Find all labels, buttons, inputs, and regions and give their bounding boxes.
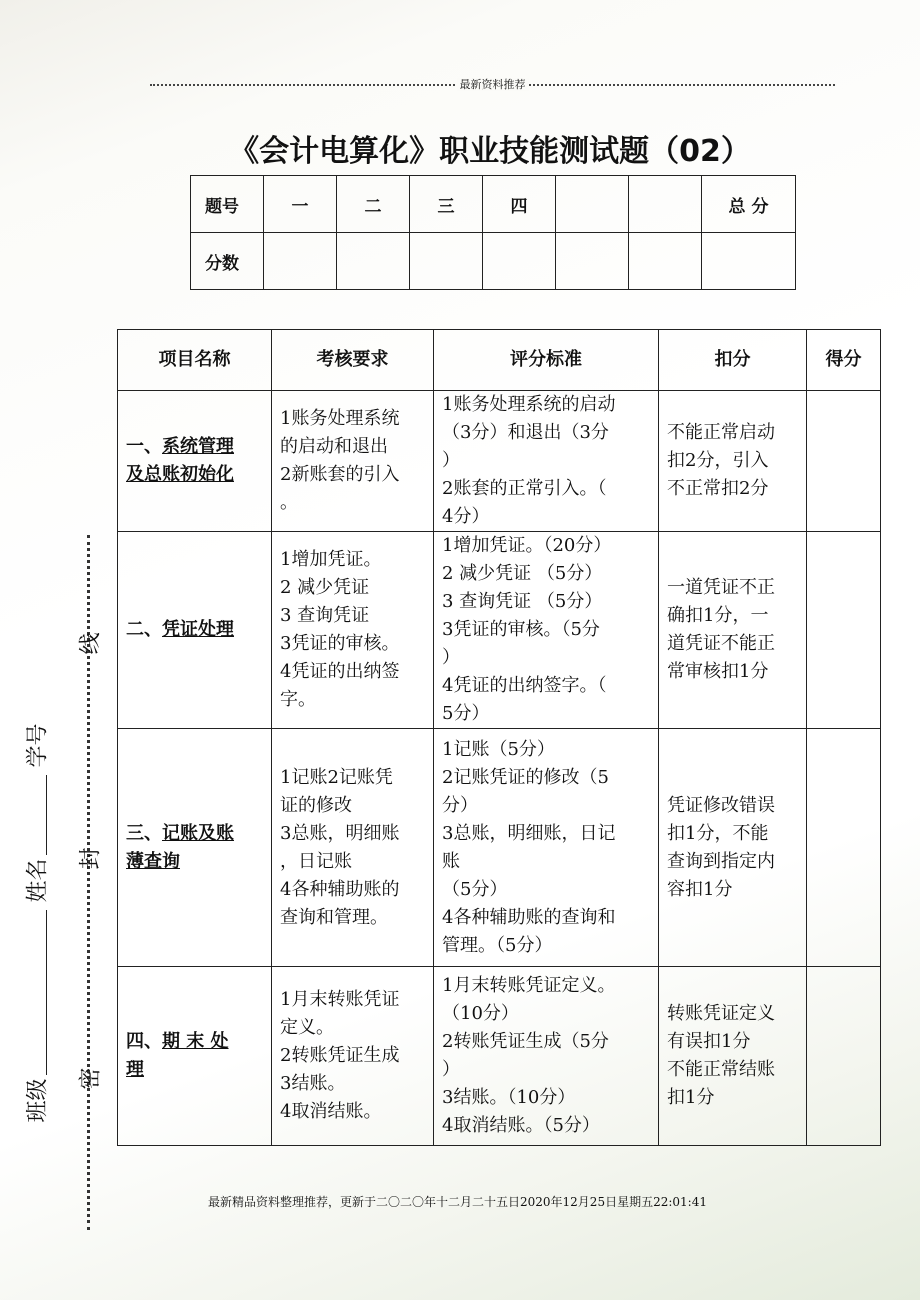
score-cell[interactable] xyxy=(807,391,881,532)
student-id-label: 学号 xyxy=(25,723,51,768)
score-summary-table xyxy=(190,175,796,290)
table-cell: 二 xyxy=(337,176,410,233)
name-label: 姓名 xyxy=(25,858,51,903)
table-cell: 三 xyxy=(410,176,483,233)
assessment-table xyxy=(117,329,881,1146)
table-row xyxy=(191,233,796,290)
deduction-cell: 一道凭证不正 确扣1分，一 道凭证不能正 常审核扣1分 xyxy=(659,532,807,729)
column-header: 得分 xyxy=(807,330,881,391)
table-cell xyxy=(410,233,483,290)
column-header: 扣分 xyxy=(659,330,807,391)
requirement-cell: 1账务处理系统 的启动和退出 2新账套的引入 。 xyxy=(272,391,434,532)
criteria-cell: 1记账（5分） 2记账凭证的修改（5 分） 3总账，明细账，日记 账 （5分） 4各种辅助账的查询和 管理。（5分） xyxy=(434,729,659,967)
requirement-cell: 1月末转账凭证 定义。 2转账凭证生成 3结账。 4取消结账。 xyxy=(272,967,434,1146)
table-cell xyxy=(629,233,702,290)
table-cell: 分数 xyxy=(191,233,264,290)
column-header: 项目名称 xyxy=(118,330,272,391)
table-header-row xyxy=(118,330,881,391)
column-header: 评分标准 xyxy=(434,330,659,391)
table-cell xyxy=(264,233,337,290)
score-cell[interactable] xyxy=(807,729,881,967)
header-text: 最新资料推荐 xyxy=(457,78,529,91)
project-name: 期 末 处 理 xyxy=(126,1031,229,1080)
table-cell xyxy=(556,233,629,290)
project-name-cell xyxy=(118,729,272,967)
section-number: 一、 xyxy=(126,436,162,457)
score-cell[interactable] xyxy=(807,532,881,729)
table-cell xyxy=(702,233,796,290)
project-name: 系统管理 及总账初始化 xyxy=(126,436,234,485)
footer-text: 最新精品资料整理推荐，更新于二〇二〇年十二月二十五日2020年12月25日星期五22:01:41 xyxy=(208,1195,707,1209)
column-header: 考核要求 xyxy=(272,330,434,391)
document-title: 《会计电算化》职业技能测试题（02） xyxy=(229,134,751,169)
name-blank[interactable] xyxy=(46,910,47,1075)
table-row xyxy=(191,176,796,233)
page-header xyxy=(150,76,835,92)
table-cell: 一 xyxy=(264,176,337,233)
criteria-cell: 1增加凭证。（20分） 2 减少凭证 （5分） 3 查询凭证 （5分） 3凭证的审核。（5分 ） 4凭证的出纳签字。（ 5分） xyxy=(434,532,659,729)
score-cell[interactable] xyxy=(807,967,881,1146)
table-cell: 四 xyxy=(483,176,556,233)
deduction-cell: 不能正常启动 扣2分，引入 不正常扣2分 xyxy=(659,391,807,532)
requirement-cell: 1记账2记账凭 证的修改 3总账，明细账 ，日记账 4各种辅助账的 查询和管理。 xyxy=(272,729,434,967)
section-number: 四、 xyxy=(126,1031,162,1052)
margin-secret-label: 密 xyxy=(78,1067,104,1090)
project-name: 记账及账 薄查询 xyxy=(126,822,234,872)
table-row xyxy=(118,391,881,532)
table-cell: 题号 xyxy=(191,176,264,233)
criteria-cell: 1账务处理系统的启动 （3分）和退出（3分 ） 2账套的正常引入。（ 4分） xyxy=(434,391,659,532)
section-number: 二、 xyxy=(126,619,162,640)
margin-line-label: 线 xyxy=(78,632,104,655)
project-name-cell xyxy=(118,532,272,729)
table-row xyxy=(118,967,881,1146)
table-cell xyxy=(337,233,410,290)
deduction-cell: 转账凭证定义 有误扣1分 不能正常结账 扣1分 xyxy=(659,967,807,1146)
student-id-blank[interactable] xyxy=(46,775,47,855)
table-cell: 总 分 xyxy=(702,176,796,233)
project-name-cell xyxy=(118,391,272,532)
margin-seal-label: 封 xyxy=(78,847,104,870)
table-cell xyxy=(629,176,702,233)
criteria-cell: 1月末转账凭证定义。 （10分） 2转账凭证生成（5分 ） 3结账。（10分） 4取消结账。（5分） xyxy=(434,967,659,1146)
requirement-cell: 1增加凭证。 2 减少凭证 3 查询凭证 3凭证的审核。 4凭证的出纳签 字。 xyxy=(272,532,434,729)
section-number: 三、 xyxy=(126,822,162,844)
project-name: 凭证处理 xyxy=(162,619,234,640)
project-name-cell xyxy=(118,967,272,1146)
deduction-cell: 凭证修改错误 扣1分，不能 查询到指定内 容扣1分 xyxy=(659,729,807,967)
table-cell xyxy=(483,233,556,290)
table-cell xyxy=(556,176,629,233)
table-row xyxy=(118,532,881,729)
class-label: 班级 xyxy=(25,1078,51,1123)
table-row xyxy=(118,729,881,967)
